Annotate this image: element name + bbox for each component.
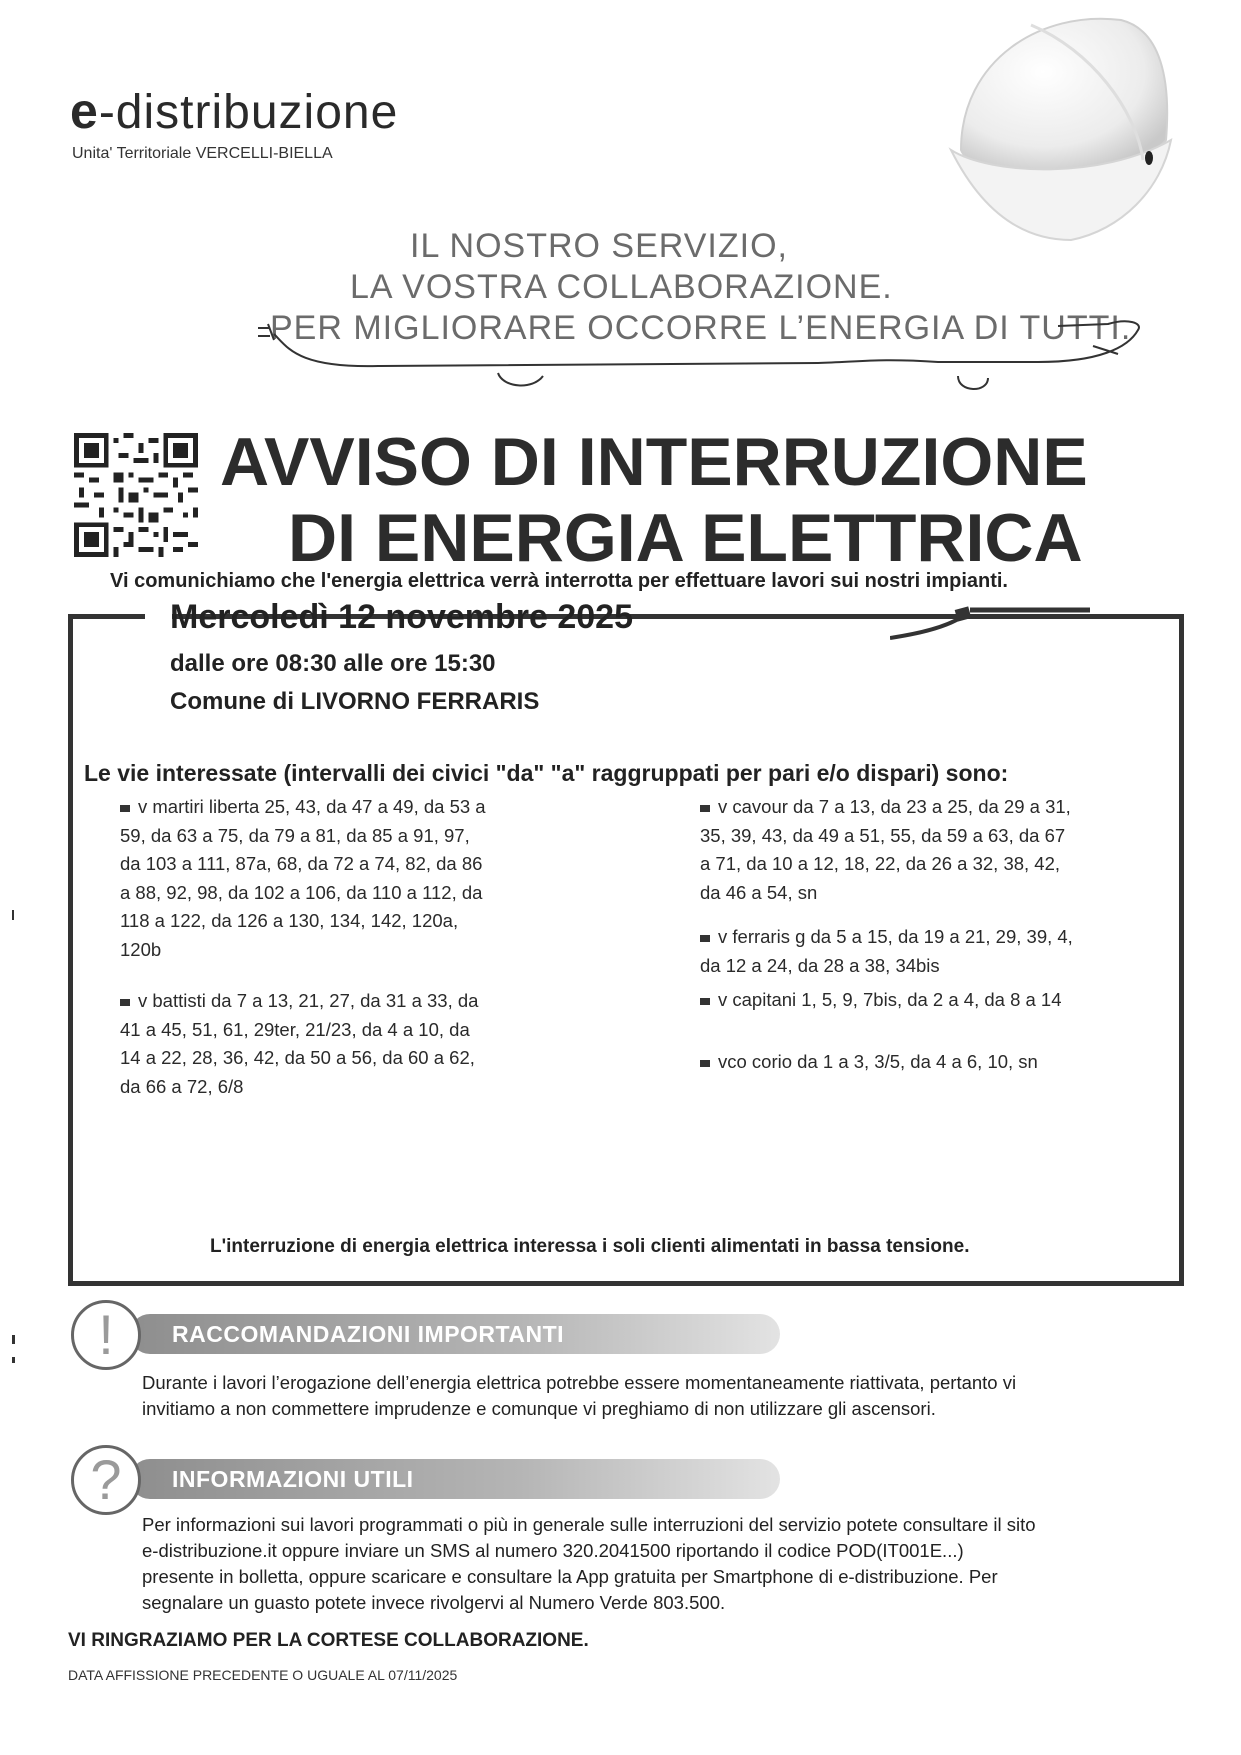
street-entry bbox=[700, 986, 1140, 1015]
bullet-icon bbox=[120, 999, 130, 1006]
street-line: 120b bbox=[120, 938, 162, 960]
question-icon: ? bbox=[71, 1445, 141, 1515]
paragraph-line: presente in bolletta, oppure scaricare e consultare la App gratuita per Smartphone di e-distribuzione. Per bbox=[142, 1566, 998, 1587]
cable-plug-icon bbox=[890, 602, 1090, 642]
street-entry bbox=[120, 987, 550, 1101]
raccomandazioni-text bbox=[142, 1370, 1142, 1422]
interruption-date: Mercoledì 12 novembre 2025 bbox=[170, 598, 634, 636]
title-line-2: DI ENERGIA ELETTRICA bbox=[288, 500, 1083, 576]
street-line: a 88, 92, 98, da 102 a 106, da 110 a 112, da bbox=[120, 881, 483, 903]
scan-mark bbox=[12, 1335, 15, 1344]
informazioni-text bbox=[142, 1512, 1142, 1616]
comune-name: Comune di LIVORNO FERRARIS bbox=[170, 688, 540, 715]
qr-code-icon bbox=[74, 433, 198, 557]
slogan-line-3: PER MIGLIORARE OCCORRE L’ENERGIA DI TUTTI. bbox=[270, 309, 1132, 347]
thanks-text: VI RINGRAZIAMO PER LA CORTESE COLLABORAZIONE. bbox=[68, 1630, 589, 1651]
street-line: 118 a 122, da 126 a 130, 134, 142, 120a, bbox=[120, 910, 459, 931]
bullet-icon bbox=[700, 805, 710, 812]
paragraph-line: Durante i lavori l’erogazione dell’energia elettrica potrebbe essere momentaneamente riattivata, pertanto vi bbox=[142, 1372, 1017, 1393]
paragraph-line: Per informazioni sui lavori programmati o più in generale sulle interruzioni del servizio potete consultare il sito bbox=[142, 1514, 1036, 1535]
street-line: 41 a 45, 51, 61, 29ter, 21/23, da 4 a 10, da bbox=[120, 1018, 470, 1040]
bassa-tensione-note: L'interruzione di energia elettrica interessa i soli clienti alimentati in bassa tensione. bbox=[210, 1236, 970, 1257]
scan-mark bbox=[12, 910, 14, 920]
scan-mark bbox=[12, 1357, 15, 1363]
street-line: da 46 a 54, sn bbox=[700, 881, 818, 903]
box-border-gap bbox=[145, 605, 172, 625]
bullet-icon bbox=[700, 935, 710, 942]
street-line: 59, da 63 a 75, da 79 a 81, da 85 a 91, 97, bbox=[120, 824, 470, 846]
street-line: vco corio da 1 a 3, 3/5, da 4 a 6, 10, sn bbox=[700, 1048, 1140, 1077]
street-line: a 71, da 10 a 12, 18, 22, da 26 a 32, 38, 42, bbox=[700, 853, 1061, 874]
street-line: v cavour da 7 a 13, da 23 a 25, da 29 a 31, bbox=[700, 793, 1140, 822]
cable-plug-icon bbox=[258, 318, 1198, 398]
logo-wordmark: -distribuzione bbox=[98, 86, 399, 139]
street-entry bbox=[700, 1048, 1140, 1077]
street-line: da 66 a 72, 6/8 bbox=[120, 1075, 244, 1097]
intro-text: Vi comunichiamo che l'energia elettrica verrà interrotta per effettuare lavori sui nostri impianti. bbox=[110, 570, 1008, 592]
warning-icon: ! bbox=[71, 1300, 141, 1370]
street-line: v ferraris g da 5 a 15, da 19 a 21, 29, 39, 4, bbox=[700, 923, 1140, 952]
brand-logo bbox=[70, 82, 398, 140]
helmet-illustration bbox=[921, 0, 1181, 260]
bullet-icon bbox=[700, 1060, 710, 1067]
informazioni-header: INFORMAZIONI UTILI bbox=[130, 1459, 780, 1499]
territorial-unit: Unita' Territoriale VERCELLI-BIELLA bbox=[72, 145, 333, 162]
street-entry bbox=[120, 793, 550, 964]
street-entry bbox=[700, 923, 1140, 980]
street-line: da 12 a 24, da 28 a 38, 34bis bbox=[700, 954, 940, 976]
streets-heading: Le vie interessate (intervalli dei civici "da" "a" raggruppati per pari e/o dispari) sono: bbox=[84, 760, 1009, 786]
notice-title bbox=[220, 424, 1088, 576]
paragraph-line: invitiamo a non commettere imprudenze e comunque vi preghiamo di non utilizzare gli ascensori. bbox=[142, 1398, 936, 1419]
street-entry bbox=[700, 793, 1140, 907]
street-line: v martiri liberta 25, 43, da 47 a 49, da 53 a bbox=[120, 793, 550, 822]
affissione-date: DATA AFFISSIONE PRECEDENTE O UGUALE AL 07/11/2025 bbox=[68, 1667, 458, 1683]
slogan-line-2: LA VOSTRA COLLABORAZIONE. bbox=[350, 268, 893, 306]
paragraph-line: e-distribuzione.it oppure inviare un SMS al numero 320.2041500 riportando il codice POD(IT001E...) bbox=[142, 1540, 964, 1561]
logo-e-mark: e bbox=[70, 83, 99, 139]
paragraph-line: segnalare un guasto potete invece rivolgervi al Numero Verde 803.500. bbox=[142, 1592, 726, 1613]
street-line: v battisti da 7 a 13, 21, 27, da 31 a 33, da bbox=[120, 987, 550, 1016]
bullet-icon bbox=[120, 805, 130, 812]
street-line: 14 a 22, 28, 36, 42, da 50 a 56, da 60 a 62, bbox=[120, 1047, 475, 1068]
street-line: v capitani 1, 5, 9, 7bis, da 2 a 4, da 8 a 14 bbox=[700, 986, 1140, 1015]
street-line: da 103 a 111, 87a, 68, da 72 a 74, 82, da 86 bbox=[120, 853, 483, 874]
street-line: 35, 39, 43, da 49 a 51, 55, da 59 a 63, da 67 bbox=[700, 824, 1066, 846]
bullet-icon bbox=[700, 998, 710, 1005]
interruption-hours: dalle ore 08:30 alle ore 15:30 bbox=[170, 650, 496, 677]
slogan-line-1: IL NOSTRO SERVIZIO, bbox=[410, 227, 788, 265]
title-line-1: AVVISO DI INTERRUZIONE bbox=[220, 424, 1088, 500]
raccomandazioni-header: RACCOMANDAZIONI IMPORTANTI bbox=[130, 1314, 780, 1354]
